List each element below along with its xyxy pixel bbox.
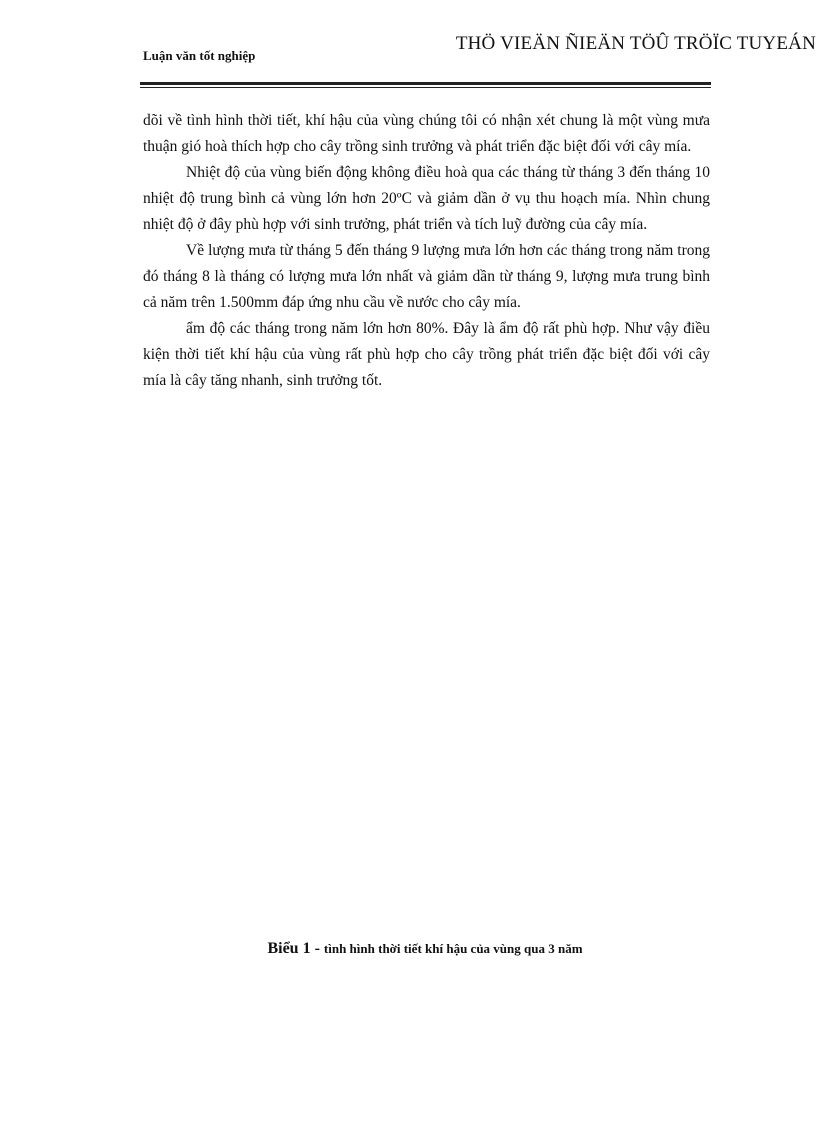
header-title-right: THÖ VIEÄN ÑIEÄN TÖÛ TRÖÏC TUYEÁN (455, 33, 816, 54)
paragraph-humidity: ẩm độ các tháng trong năm lớn hơn 80%. Đây là ẩm độ rất phù hợp. Như vậy điều kiện thời tiết khí hậu của vùng rất phù hợp cho cây trồng phát triển đặc biệt đối với cây mía là cây tăng nhanh, sinh trưởng tốt. (143, 320, 710, 389)
paragraph-continuation: dõi về tình hình thời tiết, khí hậu của vùng chúng tôi có nhận xét chung là một vùng mưa thuận gió hoà thích hợp cho cây trồng sinh trưởng và phát triển đặc biệt đối với cây mía. (143, 112, 710, 155)
header-divider-thin (140, 87, 711, 88)
document-body (143, 108, 710, 394)
header-title-left: Luận văn tốt nghiệp (143, 48, 256, 63)
caption-label: Biểu 1 - (267, 940, 324, 957)
paragraph-temperature: Nhiệt độ của vùng biến động không điều hoà qua các tháng từ tháng 3 đến tháng 10 nhiệt độ trung bình cả vùng lớn hơn 20ºC và giảm dần ở vụ thu hoạch mía. Nhìn chung nhiệt độ ở đây phù hợp với sinh trưởng, phát triển và tích luỹ đường của cây mía. (143, 164, 710, 233)
caption-text: tình hình thời tiết khí hậu của vùng qua 3 năm (323, 941, 583, 956)
paragraph-rainfall: Về lượng mưa từ tháng 5 đến tháng 9 lượng mưa lớn hơn các tháng trong năm trong đó tháng 8 là tháng có lượng mưa lớn nhất và giảm dần từ tháng 9, lượng mưa trung bình cả năm trên 1.500mm đáp ứng nhu cầu về nước cho cây mía. (143, 242, 710, 311)
header-divider-thick (140, 82, 711, 85)
table-caption (0, 940, 816, 958)
